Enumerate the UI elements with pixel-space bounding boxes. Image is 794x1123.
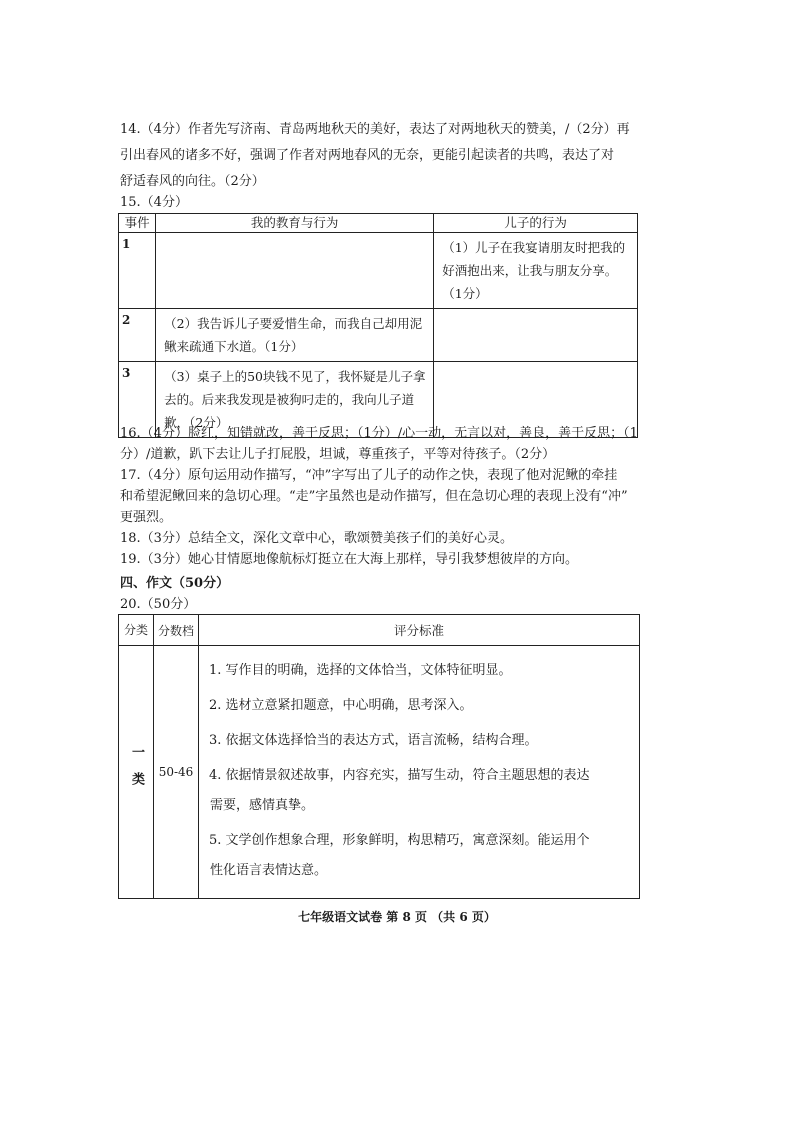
q20-header-score: 分数档: [154, 615, 199, 646]
q15-row-1-son: （1）儿子在我宴请朋友时把我的好酒抱出来，让我与朋友分享。（1分）: [434, 233, 638, 309]
q15-header-row: [119, 214, 638, 233]
q14-line-1: 14.（4分）作者先写济南、青岛两地秋天的美好，表达了对两地秋天的赞美，/（2分）再: [120, 122, 630, 137]
q17-line-1: 17.（4分）原句运用动作描写，“冲”字写出了儿子的动作之快，表现了他对泥鳅的牵挂: [120, 468, 618, 483]
q14-line-3: 舒适春风的向往。（2分）: [120, 174, 265, 189]
table-row: [119, 646, 640, 899]
page-footer: 七年级语文试卷 第 8 页 （共 6 页）: [298, 910, 496, 924]
q20-label: 20.（50分）: [120, 597, 197, 612]
q15-header-son: 儿子的行为: [434, 214, 638, 233]
table-row: [119, 233, 638, 309]
q20-category-cell: [119, 646, 154, 899]
q20-category-text: 一类: [129, 745, 144, 799]
list-item: 3. 依据文体选择恰当的表达方式，语言流畅，结构合理。: [209, 733, 538, 748]
q14-line-2: 引出春风的诸多不好，强调了作者对两地春风的无奈，更能引起读者的共鸣，表达了对: [120, 148, 615, 163]
list-item: 性化语言表情达意。: [210, 863, 328, 878]
q15-header-mine: 我的教育与行为: [156, 214, 434, 233]
table-row: [119, 309, 638, 362]
q20-criteria-cell: [199, 646, 640, 899]
q20-header-row: [119, 615, 640, 646]
q17-line-2: 和希望泥鳅回来的急切心理。“走”字虽然也是动作描写，但在急切心理的表现上没有“冲”: [120, 489, 628, 504]
list-item: 需要，感情真挚。: [210, 798, 315, 813]
q15-row-2-num: 2: [119, 309, 156, 362]
q15-row-1-num: 1: [119, 233, 156, 309]
q15-table: [118, 213, 638, 438]
q16-line-2: 分）/道歉，趴下去让儿子打屁股，坦诚，尊重孩子，平等对待孩子。（2分）: [120, 447, 556, 462]
list-item: 5. 文学创作想象合理，形象鲜明，构思精巧，寓意深刻。能运用个: [209, 833, 590, 848]
q17-line-3: 更强烈。: [120, 510, 173, 525]
q20-score-range: 50-46: [154, 646, 199, 899]
q15-row-2-mine: （2）我告诉儿子要爱惜生命，而我自己却用泥鳅来疏通下水道。（1分）: [156, 309, 434, 362]
q15-row-3-mine: （3）桌子上的50块钱不见了，我怀疑是儿子拿去的。后来我发现是被狗叼走的，我向儿子道歉，（2分）: [156, 362, 434, 438]
q20-rubric-table: [118, 614, 640, 899]
q15-header-event: 事件: [119, 214, 156, 233]
q20-header-criteria: 评分标准: [199, 615, 640, 646]
q15-label: 15.（4分）: [120, 195, 188, 210]
q15-row-3-num: 3: [119, 362, 156, 438]
q18-answer: 18.（3分）总结全文，深化文章中心，歌颂赞美孩子们的美好心灵。: [120, 531, 513, 546]
list-item: 1. 写作目的明确，选择的文体恰当，文体特征明显。: [209, 663, 512, 678]
q20-header-category: 分类: [119, 615, 154, 646]
q16-line-1: 16.（4分）脸红，知错就改，善于反思；（1分）/心一动，无言以对，善良，善于反思；（1: [120, 426, 638, 441]
section-heading: 四、作文（50分）: [120, 576, 230, 591]
q19-answer: 19.（3分）她心甘情愿地像航标灯挺立在大海上那样，导引我梦想彼岸的方向。: [120, 552, 578, 567]
list-item: 4. 依据情景叙述故事，内容充实，描写生动，符合主题思想的表达: [209, 768, 590, 783]
list-item: 2. 选材立意紧扣题意，中心明确，思考深入。: [209, 698, 473, 713]
q15-row-2-son: [434, 309, 638, 362]
q15-row-1-mine: [156, 233, 434, 309]
